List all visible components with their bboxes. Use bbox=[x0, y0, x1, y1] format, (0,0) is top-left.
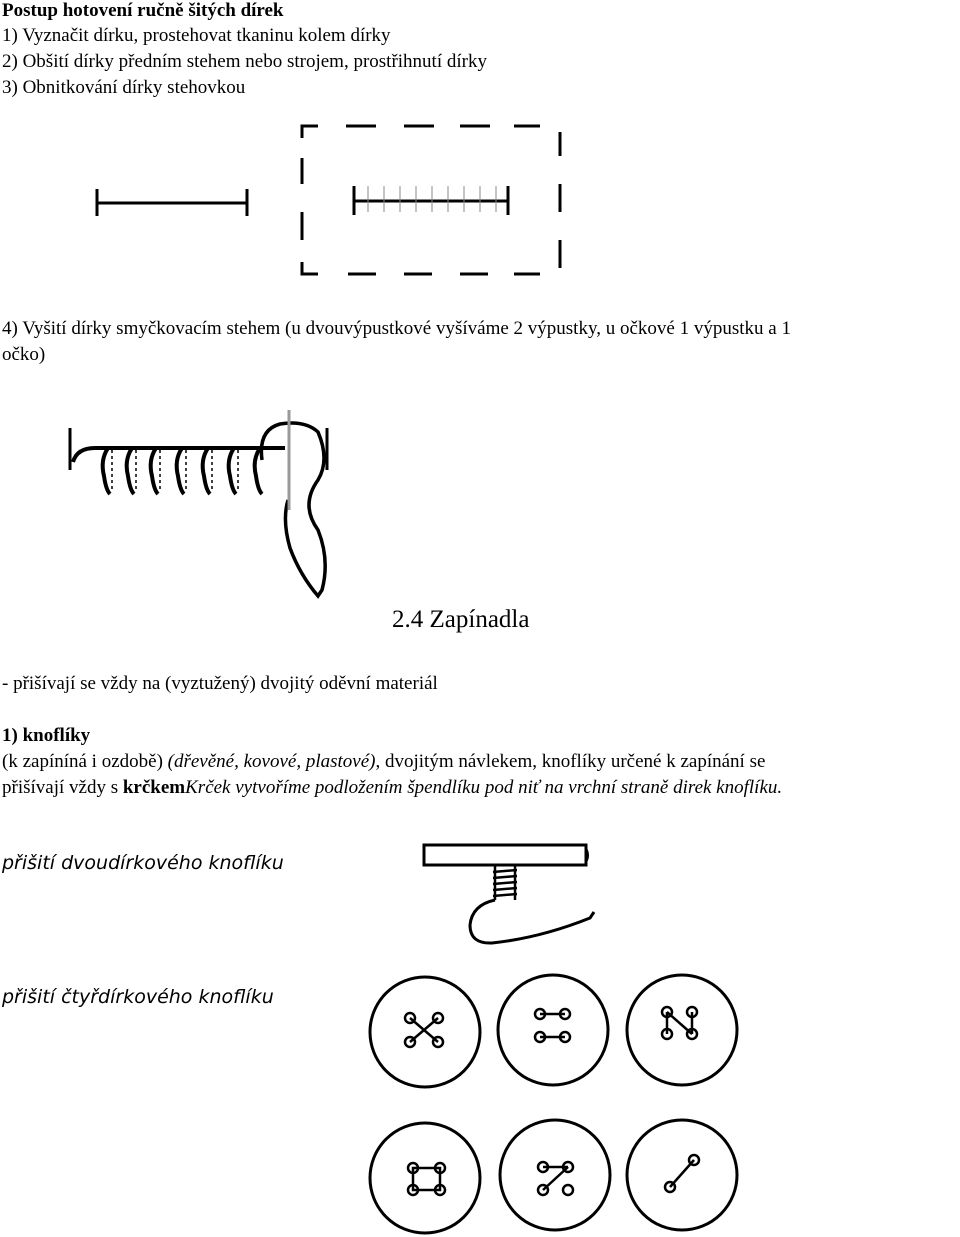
step-3: 3) Obnitkování dírky stehovkou bbox=[2, 77, 246, 98]
step-1: 1) Vyznačit dírku, prostehovat tkaninu kolem dírky bbox=[2, 25, 391, 46]
button-z-stitch bbox=[627, 975, 737, 1085]
button-parallel-stitch bbox=[498, 975, 608, 1085]
caption-four-hole-button: přišití čtyřdírkového knoflíku bbox=[2, 986, 274, 1008]
step-2: 2) Obšití dírky předním stehem nebo strojem, prostřihnutí dírky bbox=[2, 51, 487, 72]
button-arrow-stitch bbox=[500, 1120, 610, 1230]
section-heading: 2.4 Zapínadla bbox=[392, 606, 530, 633]
buttons-paragraph-line-2: přišívají vždy s krčkemKrček vytvoříme podložením špendlíku pod niť na vrchní straně direk knoflíku. bbox=[2, 777, 783, 798]
buttons-paragraph-line-1: (k zapíníná i ozdobě) (dřevěné, kovové, plastové), dvojitým návlekem, knoflíky určené k zapínání se bbox=[2, 751, 766, 772]
button-square-stitch bbox=[370, 1123, 480, 1233]
document-title: Postup hotovení ručně šitých dírek bbox=[2, 0, 284, 21]
step-4-line-2: očko) bbox=[2, 344, 46, 365]
caption-two-hole-button: přišití dvoudírkového knoflíku bbox=[2, 852, 284, 874]
step-4-line-1: 4) Vyšití dírky smyčkovacím stehem (u dvouvýpustkové vyšíváme 2 výpustky, u očkové 1 výpustku a 1 bbox=[2, 318, 791, 339]
buttons-heading: 1) knoflíky bbox=[2, 725, 91, 746]
intro-text: - přišívají se vždy na (vyztužený) dvojitý oděvní materiál bbox=[2, 673, 438, 694]
